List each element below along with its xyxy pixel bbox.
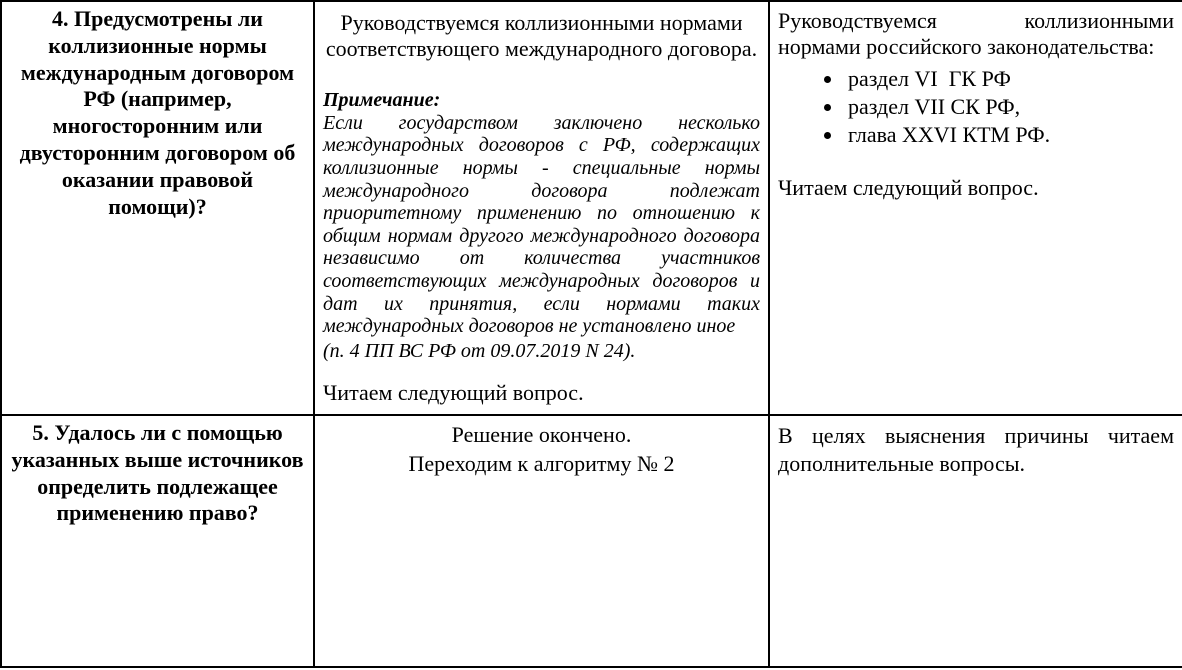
next-question-instruction: Читаем следующий вопрос. [778, 175, 1039, 201]
question-5-answer-no-cell [769, 415, 1182, 667]
answer-intro-text: Руководствуемся коллизионными нормами российского законодательства: [778, 8, 1174, 60]
goto-algorithm-text: Переходим к алгоритму № 2 [408, 450, 675, 476]
list-item-ktm-rf: • глава XXVI КТМ РФ. [844, 121, 1174, 149]
table-row-question-5 [1, 415, 1182, 667]
question-4-cell [1, 1, 314, 415]
answer-main-text: Руководствуемся коллизионными нормами соответствующего международного договора. [325, 10, 758, 62]
question-4-answer-no-cell [769, 1, 1182, 415]
note-body-text: Если государством заключено несколько международных договоров с РФ, содержащих коллизионные нормы - специальные нормы международного договора подлежат приоритетному применению по отношению к общим нормам другого международного договора независимо от количества участников соответствующих международных договоров и дат их принятия, если нормами таких международных договоров не установлено иное [323, 111, 760, 338]
question-5-text: 5. Удалось ли с помощью указанных выше источников определить подлежащее применению право? [11, 420, 304, 526]
additional-questions-text: В целях выяснения причины читаем дополнительные вопросы. [778, 423, 1174, 476]
note-label: Примечание: [323, 88, 441, 111]
list-item-gk-rf: • раздел VI ГК РФ [844, 65, 1174, 93]
question-5-answer-yes-cell [314, 415, 769, 667]
table-row-question-4 [1, 1, 1182, 415]
list-item-sk-rf: • раздел VII СК РФ, [844, 93, 1174, 121]
question-4-answer-yes-cell [314, 1, 769, 415]
next-question-instruction: Читаем следующий вопрос. [323, 380, 584, 405]
decision-complete-text: Решение окончено. [451, 422, 632, 447]
note-citation: (п. 4 ПП ВС РФ от 09.07.2019 N 24). [323, 339, 636, 362]
answer-yes-content [323, 10, 760, 408]
question-4-text: 4. Предусмотрены ли коллизионные нормы международным договором РФ (например, многосторонним или двусторонним договором об оказании правовой помощи)? [19, 6, 296, 219]
question-5-cell [1, 415, 314, 667]
law-sections-list [778, 65, 1174, 149]
